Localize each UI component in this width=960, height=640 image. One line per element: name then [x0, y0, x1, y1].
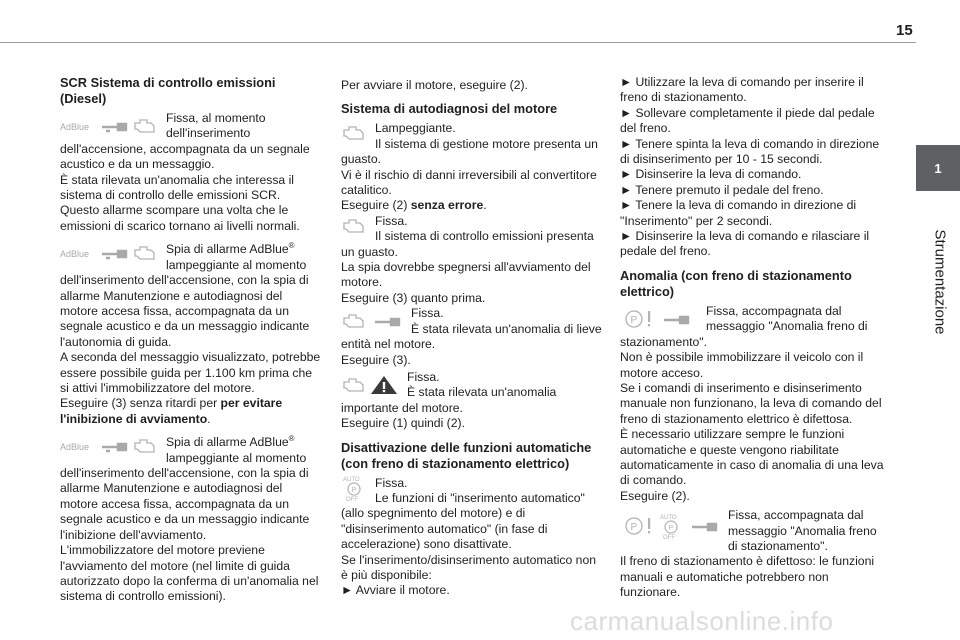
- step-2: ► Sollevare completamente il piede dal pedale del freno.: [620, 105, 875, 136]
- auto-block: [341, 476, 603, 599]
- parking-brake-fault-icon: [620, 515, 656, 537]
- anomalia-icons-2: [620, 511, 720, 541]
- diag-b1-first: Lampeggiante.: [375, 121, 456, 136]
- anomalia-icons-1: [620, 307, 692, 331]
- diag-b3-p2: Eseguire (3).: [341, 352, 411, 367]
- svg-text:AUTO: AUTO: [660, 515, 677, 522]
- diag-b3-first: Fissa.: [411, 306, 444, 321]
- scr-icons-3: [60, 434, 158, 458]
- column-2: [341, 78, 603, 599]
- scr-block-2: [60, 238, 322, 427]
- diag-b4-rest: È stata rilevata un'anomalia importante del motore.: [341, 385, 557, 415]
- engine-icon: [341, 124, 367, 142]
- scr-heading: SCR Sistema di controllo emissioni (Diesel): [60, 75, 276, 106]
- diag-icons-3: [341, 309, 403, 333]
- auto-b-p2: Se l'inserimento/disinserimento automatico non è più disponibile:: [341, 552, 597, 582]
- auto-off-parking-icon: [341, 476, 367, 502]
- anomalia-b2-first: Fissa, accompagnata dal messaggio "Anomalia freno di stazionamento".: [728, 508, 877, 553]
- engine-icon: [341, 376, 367, 394]
- anomalia-b1-p5: Eseguire (2).: [620, 488, 690, 503]
- scr-b2-p3-post: .: [207, 411, 211, 426]
- diag-b4-p2: Eseguire (1) quindi (2).: [341, 416, 465, 431]
- step-3: ► Tenere spinta la leva di comando in direzione di disinserimento per 10 - 15 secondi.: [620, 136, 880, 167]
- wrench-icon: [658, 311, 692, 327]
- engine-icon: [341, 217, 367, 235]
- auto-b-first: Fissa.: [375, 475, 408, 490]
- svg-text:P: P: [351, 486, 357, 494]
- autodiagnosi-heading: Sistema di autodiagnosi del motore: [341, 101, 558, 117]
- adblue-icon: [60, 439, 94, 453]
- step-4: ► Disinserire la leva di comando.: [620, 167, 802, 182]
- auto-b-p3: ► Avviare il motore.: [341, 583, 450, 598]
- page-number: 15: [896, 22, 913, 39]
- auto-off-parking-icon: [658, 512, 684, 540]
- anomalia-b1-p3: Se i comandi di inserimento e disinserimento manuale non funzionano, la leva di comando del freno di stazionamento elettrico è difettosa.: [620, 380, 882, 426]
- urea-nozzle-icon: [96, 245, 130, 261]
- wrench-icon: [686, 518, 720, 534]
- engine-icon: [132, 437, 158, 455]
- scr-icons-1: [60, 114, 158, 138]
- diag-b1-p3-pre: Eseguire (2): [341, 198, 411, 213]
- diag-b2-first: Fissa.: [375, 213, 408, 228]
- wrench-icon: [369, 313, 403, 329]
- chapter-number: 1: [934, 160, 942, 176]
- svg-text:P: P: [630, 314, 638, 326]
- anomalia-heading: Anomalia (con freno di stazionamento elettrico): [620, 267, 852, 299]
- scr-b3-first-post: lampeggiante al momento dell'inserimento dell'accensione, con la spia di allarme Manutenzione e autodiagnosi del motore accesa fissa, accompagnata da un segnale acustico e da un messaggio indicante l'inibizione dell'avviamento.: [60, 450, 310, 542]
- svg-text:P: P: [668, 525, 674, 533]
- anomalia-block-1: [620, 304, 888, 504]
- engine-icon: [132, 117, 158, 135]
- step-7: ► Disinserire la leva di comando e rilasciare il pedale del freno.: [620, 229, 870, 259]
- diag-b1-p3-bold: senza errore: [410, 198, 484, 213]
- diag-b1-rest: Il sistema di gestione motore presenta un guasto.: [341, 136, 598, 167]
- watermark: carmanualsonline.info: [570, 606, 834, 636]
- warning-triangle-icon: [369, 375, 399, 395]
- disattivazione-heading: Disattivazione delle funzioni automatiche (con freno di stazionamento elettrico): [341, 439, 592, 471]
- anomalia-block-2: [620, 508, 888, 600]
- diag-block-2: [341, 214, 603, 306]
- svg-text:AUTO: AUTO: [343, 476, 360, 483]
- diag-b2-p2: La spia dovrebbe spegnersi all'avviamento del motore.: [341, 260, 591, 290]
- scr-b1-p2: È stata rilevata un'anomalia che interessa il sistema di controllo delle emissioni SCR.: [60, 172, 295, 203]
- anomalia-b1-p4: È necessario utilizzare sempre le funzioni automatiche e queste vengono riabilitate automaticamente in caso di anomalia di una leva di comando.: [620, 427, 884, 488]
- svg-text:AdBlue: AdBlue: [60, 249, 90, 260]
- scr-b2-p3-pre: Eseguire (3) senza ritardi per: [60, 396, 221, 411]
- diag-b3-rest: È stata rilevata un'anomalia di lieve entità nel motore.: [341, 321, 602, 352]
- step-5: ► Tenere premuto il pedale del freno.: [620, 182, 824, 197]
- auto-b-rest: Le funzioni di "inserimento automatico" (allo spegnimento del motore) e di "disinserimento automatico" (in fase di accelerazione) sono disattivate.: [341, 490, 585, 552]
- header-divider: [0, 42, 916, 43]
- scr-block-3: [60, 431, 322, 605]
- column-1: [60, 75, 322, 605]
- diag-icons-1: [341, 121, 367, 145]
- adblue-icon: [60, 246, 94, 260]
- anomalia-b2-p2: Il freno di stazionamento è difettoso: le funzioni manuali e automatiche potrebbero non funzionare.: [620, 554, 875, 600]
- scr-b2-first-post: lampeggiante al momento dell'inserimento dell'accensione, con la spia di allarme Manutenzione e autodiagnosi del motore accesa fissa, accompagnata da un segnale acustico e da un messaggio indicante l'autonomia di guida.: [60, 257, 310, 349]
- urea-nozzle-icon: [96, 438, 130, 454]
- scr-icons-2: [60, 241, 158, 265]
- diag-block-4: [341, 370, 603, 432]
- diag-icons-2: [341, 214, 367, 238]
- scr-b1-p3: Questo allarme scompare una volta che le emissioni di scarico tornano ai livelli normali.: [60, 203, 300, 233]
- column-3: [620, 75, 888, 601]
- diag-block-1: [341, 121, 603, 213]
- scr-block-1: [60, 111, 322, 234]
- diag-b2-p3: Eseguire (3) quanto prima.: [341, 290, 486, 305]
- section-title-text: Strumentazione: [931, 229, 949, 335]
- step-6: ► Tenere la leva di comando in direzione di "Inserimento" per 2 secondi.: [620, 198, 857, 228]
- step-1: ► Utilizzare la leva di comando per inserire il freno di stazionamento.: [620, 75, 864, 105]
- svg-text:AdBlue: AdBlue: [60, 442, 90, 453]
- diag-b1-p3-post: .: [483, 198, 487, 213]
- start-engine-intro: Per avviare il motore, eseguire (2).: [341, 78, 528, 92]
- engine-icon: [132, 244, 158, 262]
- svg-text:OFF: OFF: [663, 535, 675, 541]
- diag-block-3: [341, 306, 603, 368]
- auto-icons: [341, 476, 367, 500]
- anomalia-b1-first: Fissa, accompagnata dal messaggio "Anomalia freno di stazionamento".: [620, 303, 868, 349]
- adblue-icon: [60, 119, 94, 133]
- svg-text:P: P: [630, 522, 638, 534]
- diag-b4-first: Fissa.: [407, 369, 440, 384]
- registered-mark: ®: [288, 434, 295, 444]
- chapter-tab[interactable]: [916, 145, 960, 191]
- engine-icon: [341, 312, 367, 330]
- diag-b1-p2: Vi è il rischio di danni irreversibili al convertitore catalitico.: [341, 167, 597, 198]
- section-title: [930, 222, 950, 342]
- diag-b2-rest: Il sistema di controllo emissioni presenta un guasto.: [341, 229, 594, 259]
- svg-text:OFF: OFF: [346, 496, 358, 502]
- scr-b3-p2: L'immobilizzatore del motore previene l'avviamento del motore (nel limite di guida autorizzato dopo la conferma di un'anomalia nel sistema di controllo emissioni).: [60, 543, 319, 604]
- scr-b2-first-pre: Spia di allarme AdBlue: [166, 242, 289, 257]
- scr-b3-first-pre: Spia di allarme AdBlue: [166, 435, 289, 450]
- urea-nozzle-icon: [96, 118, 130, 134]
- scr-b2-p3-bold: per evitare l'inibizione di avviamento: [60, 396, 283, 426]
- registered-mark: ®: [288, 241, 295, 251]
- scr-b2-p2: A seconda del messaggio visualizzato, potrebbe essere possibile guida per 1.100 km prima che si attivi l'immobilizzatore del motore.: [60, 350, 321, 395]
- svg-text:AdBlue: AdBlue: [60, 122, 90, 132]
- diag-icons-4: [341, 373, 399, 397]
- parking-brake-fault-icon: [620, 308, 656, 330]
- anomalia-b1-p2: Non è possibile immobilizzare il veicolo con il motore acceso.: [620, 350, 864, 380]
- scr-b1-first: Fissa, al momento dell'inserimento dell'accensione, accompagnata da un segnale acustico e da un messaggio.: [60, 111, 310, 172]
